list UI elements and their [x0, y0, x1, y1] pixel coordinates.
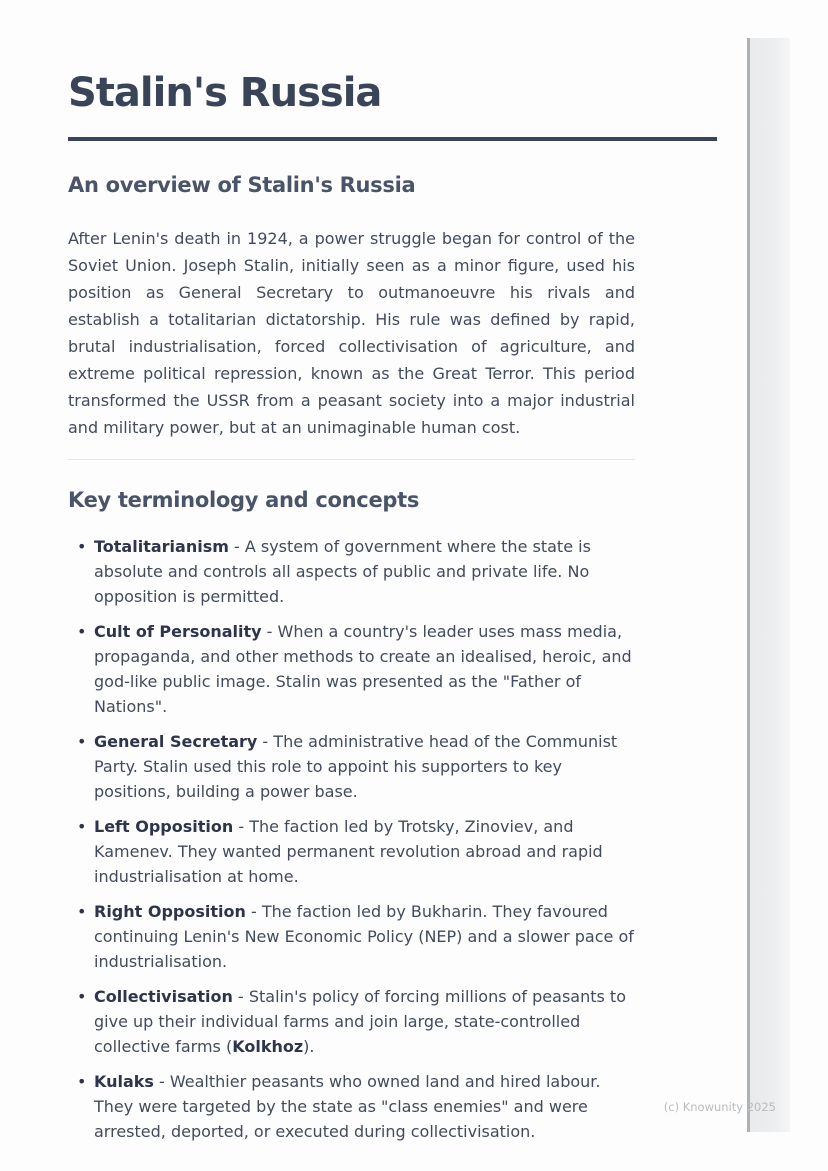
term-definition: - The administrative head of the Communist Party. Stalin used this role to appoint his supporters to key positions, building a power base.: [94, 732, 618, 801]
term-definition: - Stalin's policy of forcing millions of peasants to give up their individual farms and join large, state-controlled collective farms (: [94, 987, 626, 1056]
term-name: Totalitarianism: [94, 537, 229, 556]
term-item-kulaks: [68, 1069, 635, 1144]
overview-section-heading: An overview of Stalin's Russia: [68, 173, 416, 197]
term-definition-tail: ).: [303, 1037, 315, 1056]
term-item-totalitarianism: [68, 534, 635, 609]
copyright-watermark: (c) Knowunity 2025: [663, 1100, 776, 1114]
term-name: Left Opposition: [94, 817, 234, 836]
term-inline-bold: Kolkhoz: [232, 1037, 304, 1056]
term-definition: - Wealthier peasants who owned land and hired labour. They were targeted by the state as "class enemies" and were arrested, deported, or executed during collectivisation.: [94, 1072, 601, 1141]
term-definition: - The faction led by Trotsky, Zinoviev, and Kamenev. They wanted permanent revolution abroad and rapid industrialisation at home.: [94, 817, 603, 886]
terminology-section-heading: Key terminology and concepts: [68, 488, 420, 512]
term-name: Cult of Personality: [94, 622, 262, 641]
page-edge-shadow: [747, 38, 790, 1132]
title-divider: [68, 137, 717, 141]
term-name: Kulaks: [94, 1072, 154, 1091]
overview-paragraph: After Lenin's death in 1924, a power struggle began for control of the Soviet Union. Joseph Stalin, initially seen as a minor figure, used his position as General Secretary to outmanoeuvre his rivals and establish a totalitarian dictatorship. His rule was defined by rapid, brutal industrialisation, forced collectivisation of agriculture, and extreme political repression, known as the Great Terror. This period transformed the USSR from a peasant society into a major industrial and military power, but at an unimaginable human cost.: [68, 229, 635, 437]
term-definition: - A system of government where the state is absolute and controls all aspects of public and private life. No opposition is permitted.: [94, 537, 591, 606]
term-definition: - When a country's leader uses mass media, propaganda, and other methods to create an idealised, heroic, and god-like public image. Stalin was presented as the "Father of Nations".: [94, 622, 632, 716]
term-item-cult-of-personality: [68, 619, 635, 719]
term-definition: - The faction led by Bukharin. They favoured continuing Lenin's New Economic Policy (NEP) and a slower pace of industrialisation.: [94, 902, 634, 971]
term-item-left-opposition: [68, 814, 635, 889]
term-item-right-opposition: [68, 899, 635, 974]
term-item-general-secretary: [68, 729, 635, 804]
term-item-collectivisation: [68, 984, 635, 1059]
term-name: Collectivisation: [94, 987, 233, 1006]
term-name: General Secretary: [94, 732, 258, 751]
terminology-list: [68, 534, 635, 1144]
term-name: Right Opposition: [94, 902, 246, 921]
section-divider: [68, 459, 635, 460]
page-title: Stalin's Russia: [68, 70, 382, 116]
